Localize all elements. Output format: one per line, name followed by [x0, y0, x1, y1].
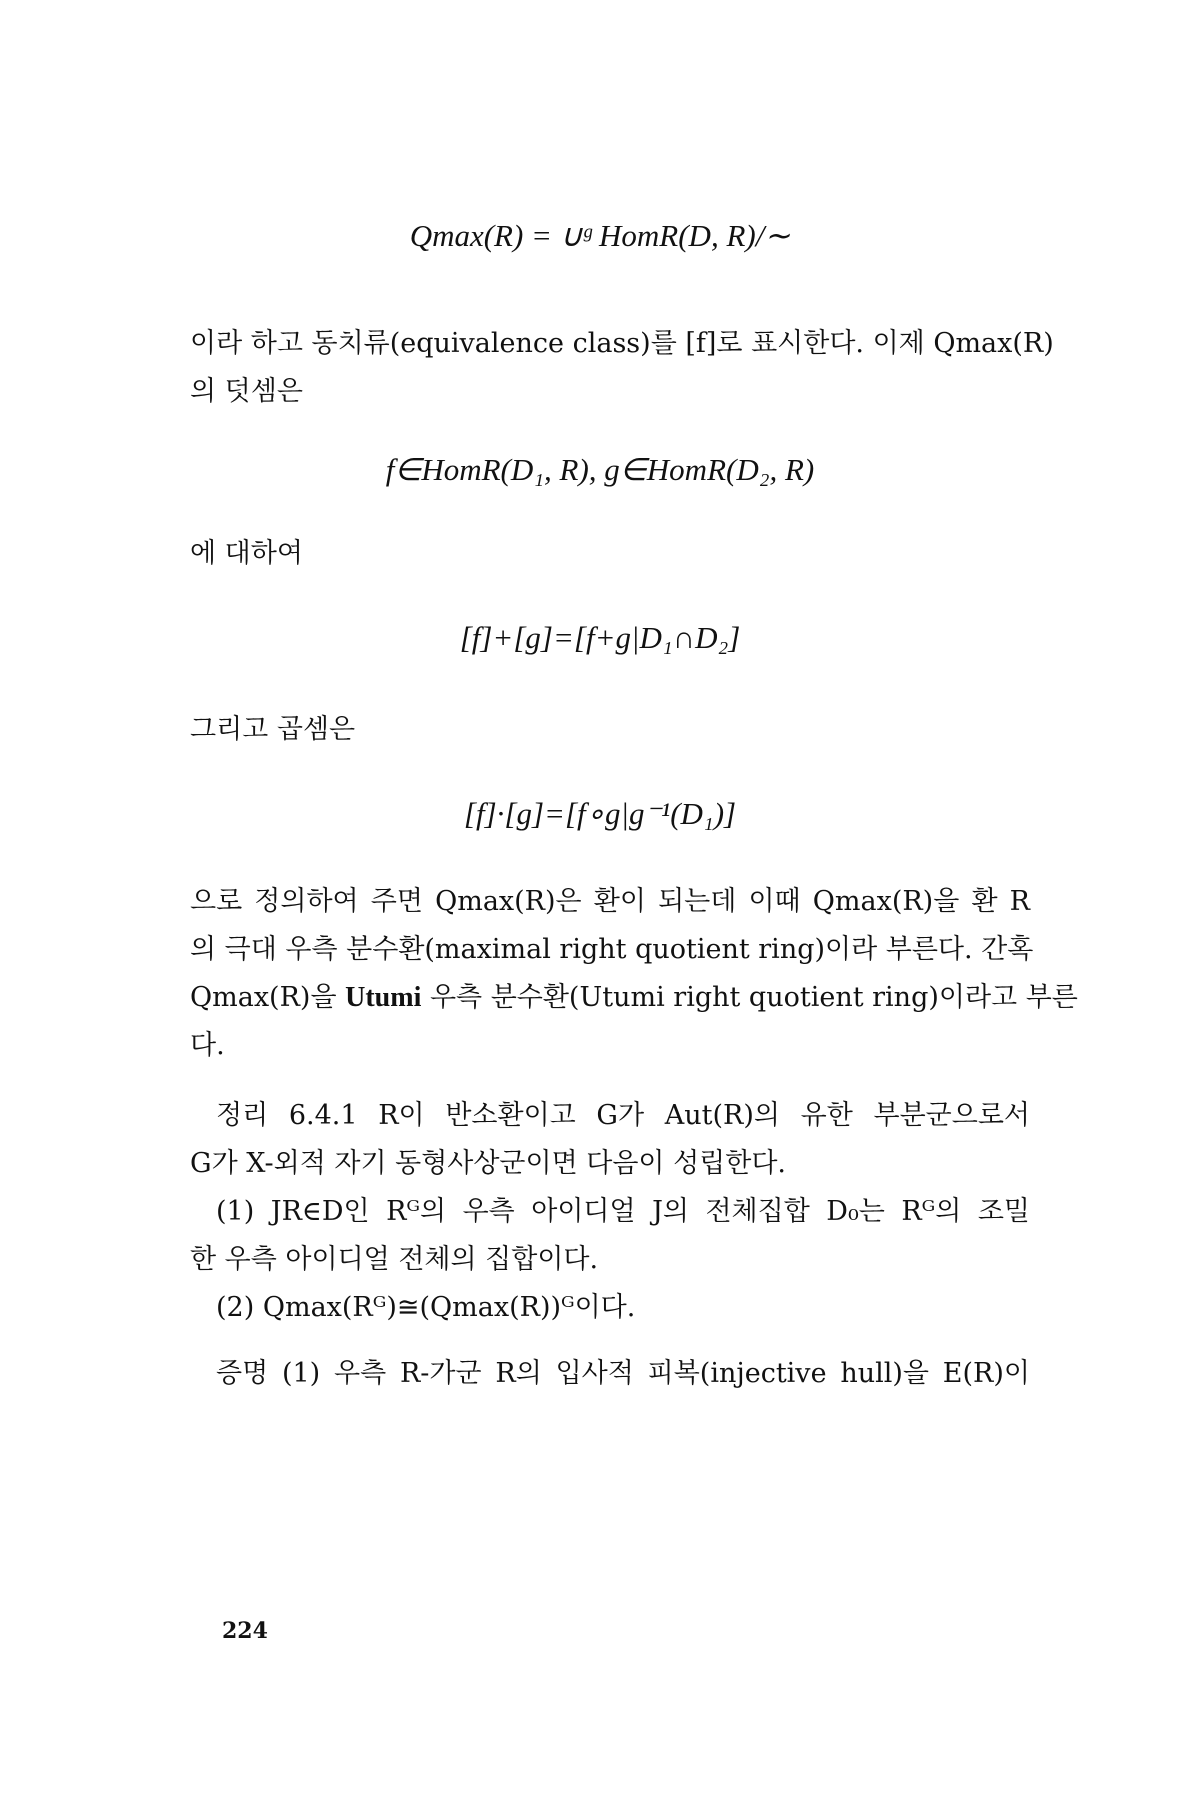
- text-line: 의 덧셈은: [190, 376, 303, 407]
- theorem-6-4-1: [190, 1092, 1030, 1332]
- theorem-line: G가 X-외적 자기 동형사상군이면 다음이 성립한다.: [190, 1148, 787, 1179]
- text-line: 이라 하고 동치류(equivalence class)를 [f]로 표시한다. 이제 Qmax(R): [190, 328, 1054, 359]
- theorem-line: (1) JR∈D인 Rᴳ의 우측 아이디얼 J의 전체집합 D₀는 Rᴳ의 조밀: [216, 1196, 1030, 1227]
- paragraph-equivalence-class: [190, 320, 1054, 416]
- proof-line: 증명 (1) 우측 R-가군 R의 입사적 피복(injective hull)을 E(R)이: [216, 1358, 1030, 1389]
- text-line: 에 대하여: [190, 538, 303, 569]
- equation-multiplication: [f]·[g]=[f∘g|g⁻¹(D₁)]: [463, 796, 737, 831]
- theorem-line: 한 우측 아이디얼 전체의 집합이다.: [190, 1244, 599, 1275]
- equation-f-g-domains: f∈HomR(D₁, R), g∈HomR(D₂, R): [385, 452, 815, 487]
- theorem-line: (2) Qmax(Rᴳ)≅(Qmax(R))ᴳ이다.: [216, 1292, 636, 1323]
- text-line: 다.: [190, 1030, 225, 1061]
- theorem-line: 정리 6.4.1 R이 반소환이고 G가 Aut(R)의 유한 부분군으로서: [216, 1100, 1030, 1131]
- page-number: 224: [222, 1618, 268, 1644]
- proof-paragraph: [190, 1350, 1030, 1398]
- utumi-bold: Utumi: [345, 982, 422, 1013]
- text-run: Qmax(R)을: [190, 982, 346, 1013]
- paragraph-for: [190, 530, 1030, 578]
- equation-qmax-definition: Qmax(R) = ∪ᵍ HomR(D, R)/∼: [409, 218, 791, 253]
- paragraph-maximal-quotient-ring: [190, 878, 1078, 1070]
- text-line: 의 극대 우측 분수환(maximal right quotient ring)이라 부른다. 간혹: [190, 934, 1034, 965]
- text-line: 그리고 곱셈은: [190, 714, 356, 745]
- text-run: 우측 분수환(Utumi right quotient ring)이라고 부른: [421, 982, 1078, 1013]
- text-line: 으로 정의하여 주면 Qmax(R)은 환이 되는데 이때 Qmax(R)을 환 R: [190, 886, 1030, 917]
- paragraph-and-multiplication: [190, 706, 1030, 754]
- equation-addition: [f]+[g]=[f+g|D₁∩D₂]: [459, 620, 741, 655]
- text-line: [190, 974, 1078, 1022]
